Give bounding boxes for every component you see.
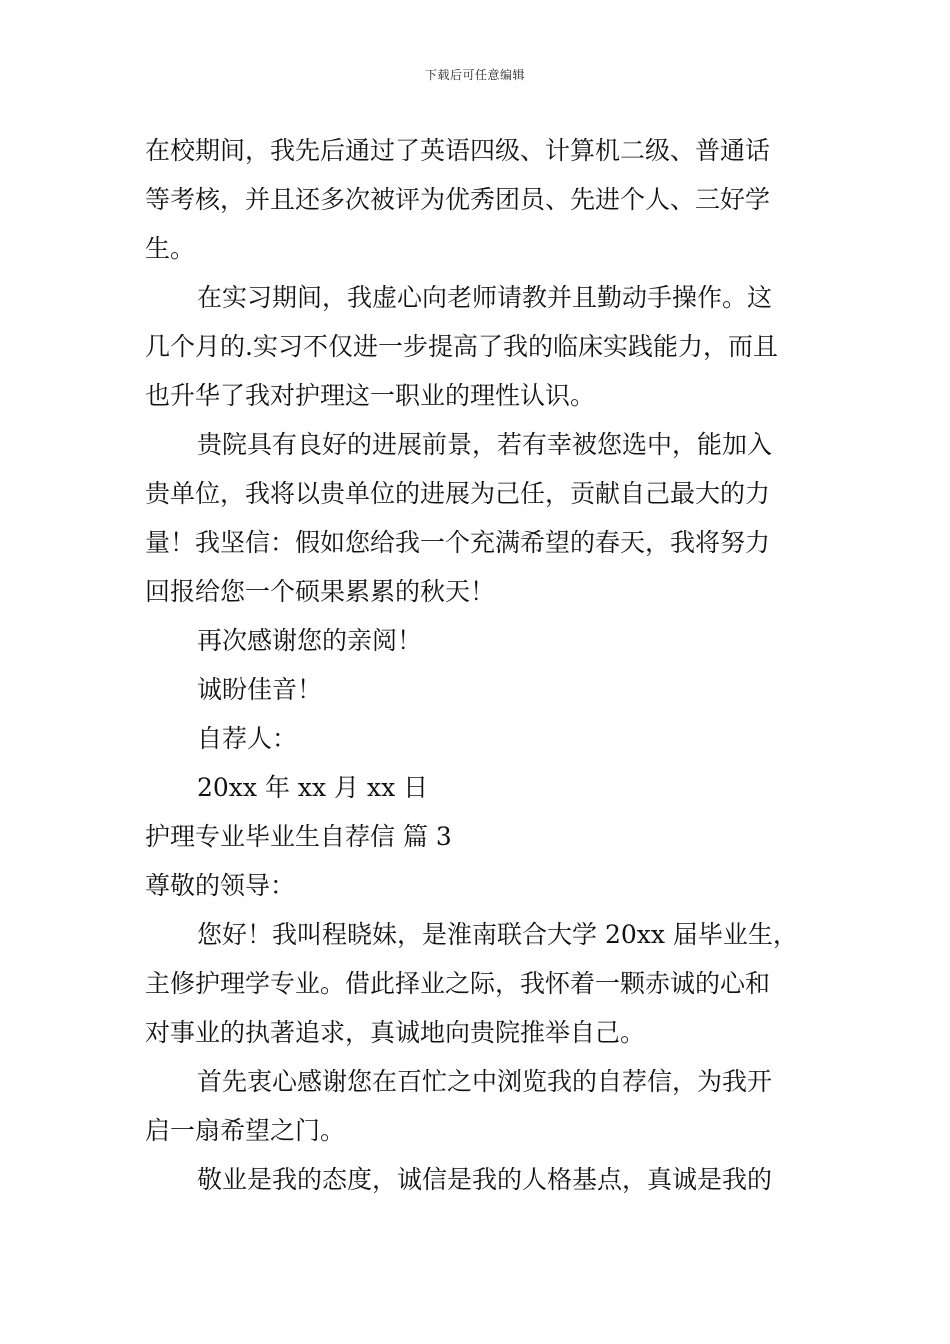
text-line: 您好！我叫程晓妹，是淮南联合大学 20xx 届毕业生，: [197, 920, 798, 949]
text-line: 对事业的执著追求，真诚地向贵院推举自己。: [145, 1018, 646, 1047]
text-line: 贵单位，我将以贵单位的进展为己任，贡献自己最大的力: [145, 479, 771, 508]
text-line: 贵院具有良好的进展前景，若有幸被您选中，能加入: [197, 430, 773, 459]
text-line: 几个月的.实习不仅进一步提高了我的临床实践能力，而且: [145, 332, 778, 361]
text-line: 量！我坚信：假如您给我一个充满希望的春天，我将努力: [145, 528, 771, 557]
text-line: 也升华了我对护理这一职业的理性认识。: [145, 381, 596, 410]
salutation: 尊敬的领导：: [145, 871, 296, 900]
closing-wish: 诚盼佳音！: [197, 675, 323, 704]
closing-thanks: 再次感谢您的亲阅！: [197, 626, 423, 655]
signature-date: 20xx 年 xx 月 xx 日: [197, 773, 429, 802]
text-line: 生。: [145, 234, 196, 263]
text-line: 在校期间，我先后通过了英语四级、计算机二级、普通话: [145, 136, 771, 165]
letter-body: [145, 126, 809, 1204]
text-line: 启一扇希望之门。: [145, 1116, 346, 1145]
text-line: 首先衷心感谢您在百忙之中浏览我的自荐信，为我开: [197, 1067, 773, 1096]
text-line: 等考核，并且还多次被评为优秀团员、先进个人、三好学: [145, 185, 771, 214]
text-line: 主修护理学专业。借此择业之际，我怀着一颗赤诚的心和: [145, 969, 771, 998]
text-line: 回报给您一个硕果累累的秋天！: [145, 577, 496, 606]
section-title: 护理专业毕业生自荐信 篇 3: [145, 822, 452, 851]
text-line: 敬业是我的态度，诚信是我的人格基点，真诚是我的: [197, 1165, 773, 1194]
signature-label: 自荐人：: [197, 724, 298, 753]
header-note: 下载后可任意编辑: [424, 68, 525, 82]
text-line: 在实习期间，我虚心向老师请教并且勤动手操作。这: [197, 283, 773, 312]
